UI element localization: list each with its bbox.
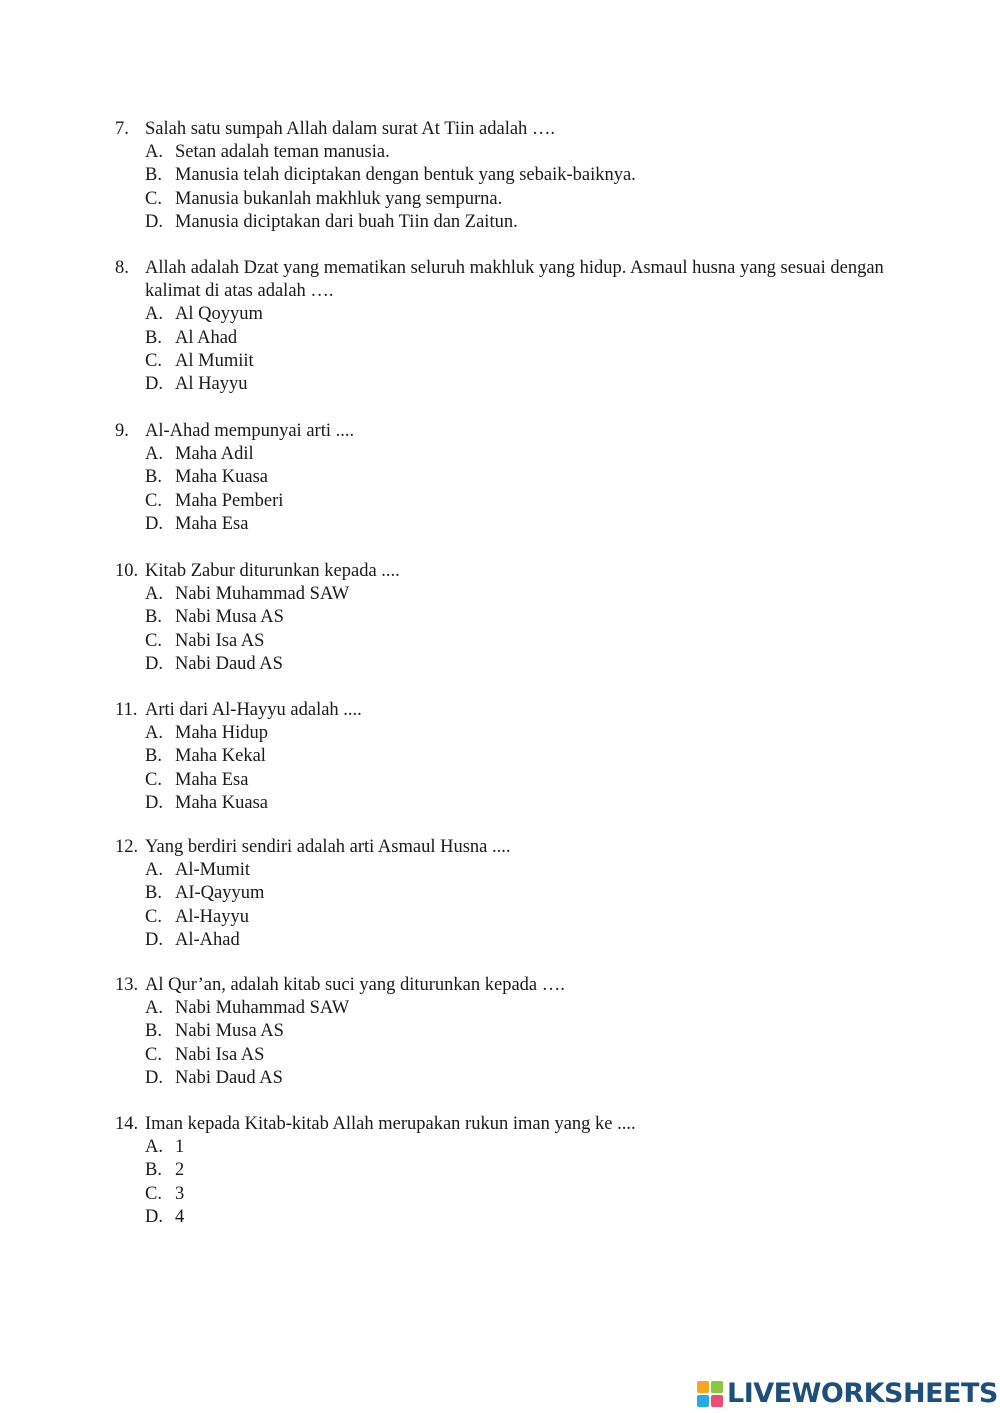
option-c[interactable] bbox=[115, 906, 905, 929]
option-text: Nabi Muhammad SAW bbox=[175, 584, 350, 605]
option-letter: C. bbox=[145, 630, 162, 651]
option-letter: C. bbox=[145, 769, 162, 790]
option-b[interactable] bbox=[115, 1020, 905, 1043]
question-10 bbox=[115, 560, 905, 676]
question-number: 8. bbox=[115, 258, 129, 278]
option-text: Manusia diciptakan dari buah Tiin dan Zaitun. bbox=[175, 211, 518, 232]
logo-square-3 bbox=[697, 1395, 709, 1407]
option-letter: A. bbox=[145, 142, 163, 163]
option-d[interactable] bbox=[115, 1067, 905, 1090]
question-text: Arti dari Al-Hayyu adalah .... bbox=[145, 700, 362, 720]
question-11 bbox=[115, 699, 905, 815]
option-text: Setan adalah teman manusia. bbox=[175, 142, 390, 163]
question-number: 10. bbox=[115, 561, 139, 581]
option-text: Maha Pemberi bbox=[175, 490, 284, 511]
option-c[interactable] bbox=[115, 1044, 905, 1067]
option-text: Maha Hidup bbox=[175, 723, 268, 744]
option-b[interactable] bbox=[115, 466, 905, 489]
option-a[interactable] bbox=[115, 303, 905, 326]
option-text: Nabi Daud AS bbox=[175, 1067, 283, 1088]
option-list bbox=[115, 722, 905, 815]
option-letter: C. bbox=[145, 1044, 162, 1065]
option-letter: C. bbox=[145, 188, 162, 209]
liveworksheets-logo bbox=[697, 1378, 998, 1410]
option-c[interactable] bbox=[115, 188, 905, 211]
option-letter: B. bbox=[145, 1160, 162, 1181]
option-a[interactable] bbox=[115, 583, 905, 606]
option-letter: A. bbox=[145, 584, 163, 605]
question-number: 13. bbox=[115, 975, 139, 995]
option-text: Maha Esa bbox=[175, 513, 249, 534]
option-text: Al-Mumit bbox=[175, 860, 251, 881]
option-letter: C. bbox=[145, 350, 162, 371]
option-letter: A. bbox=[145, 860, 163, 881]
option-text: Maha Kuasa bbox=[175, 792, 268, 813]
option-text: Maha Kekal bbox=[175, 746, 266, 767]
option-a[interactable] bbox=[115, 722, 905, 745]
option-text: Maha Adil bbox=[175, 444, 254, 465]
option-text: Al Ahad bbox=[175, 327, 238, 348]
option-c[interactable] bbox=[115, 630, 905, 653]
option-c[interactable] bbox=[115, 769, 905, 792]
option-letter: B. bbox=[145, 746, 162, 767]
option-list bbox=[115, 303, 905, 396]
logo-square-2 bbox=[711, 1381, 723, 1393]
option-a[interactable] bbox=[115, 1136, 905, 1159]
logo-square-1 bbox=[697, 1381, 709, 1393]
option-letter: D. bbox=[145, 211, 163, 232]
question-12 bbox=[115, 836, 905, 952]
option-letter: B. bbox=[145, 607, 162, 628]
option-letter: A. bbox=[145, 998, 163, 1019]
option-b[interactable] bbox=[115, 745, 905, 768]
question-text: Yang berdiri sendiri adalah arti Asmaul Husna .... bbox=[145, 837, 511, 857]
option-text: 1 bbox=[175, 1137, 185, 1158]
option-text: Manusia telah diciptakan dengan bentuk yang sebaik-baiknya. bbox=[175, 165, 636, 186]
question-text: Allah adalah Dzat yang mematikan seluruh makhluk yang hidup. Asmaul husna yang sesuai dengan kalimat di atas adalah …. bbox=[145, 258, 884, 302]
option-list bbox=[115, 1136, 905, 1229]
logo-mark-icon bbox=[697, 1381, 723, 1407]
option-text: Al Qoyyum bbox=[175, 304, 263, 325]
question-9 bbox=[115, 420, 905, 536]
option-d[interactable] bbox=[115, 373, 905, 396]
option-text: 2 bbox=[175, 1160, 185, 1181]
option-letter: D. bbox=[145, 792, 163, 813]
option-letter: A. bbox=[145, 444, 163, 465]
option-a[interactable] bbox=[115, 997, 905, 1020]
option-letter: D. bbox=[145, 374, 163, 395]
question-number: 11. bbox=[115, 700, 138, 720]
option-text: Al-Hayyu bbox=[175, 906, 249, 927]
option-letter: A. bbox=[145, 304, 163, 325]
option-text: Maha Kuasa bbox=[175, 467, 268, 488]
option-text: Nabi Isa AS bbox=[175, 630, 265, 651]
option-d[interactable] bbox=[115, 792, 905, 815]
option-a[interactable] bbox=[115, 141, 905, 164]
question-8 bbox=[115, 257, 905, 396]
question-text: Al Qur’an, adalah kitab suci yang diturunkan kepada …. bbox=[145, 975, 565, 995]
option-list bbox=[115, 859, 905, 952]
option-text: Nabi Musa AS bbox=[175, 1021, 284, 1042]
option-text: Maha Esa bbox=[175, 769, 249, 790]
option-letter: B. bbox=[145, 327, 162, 348]
question-text: Kitab Zabur diturunkan kepada .... bbox=[145, 561, 400, 581]
option-letter: A. bbox=[145, 1137, 163, 1158]
option-text: Nabi Isa AS bbox=[175, 1044, 265, 1065]
option-letter: B. bbox=[145, 1021, 162, 1042]
option-b[interactable] bbox=[115, 1159, 905, 1182]
option-letter: C. bbox=[145, 906, 162, 927]
option-b[interactable] bbox=[115, 882, 905, 905]
question-13 bbox=[115, 974, 905, 1090]
option-text: Nabi Muhammad SAW bbox=[175, 998, 350, 1019]
option-text: AI-Qayyum bbox=[175, 883, 265, 904]
option-text: 4 bbox=[175, 1206, 185, 1227]
option-d[interactable] bbox=[115, 653, 905, 676]
option-letter: C. bbox=[145, 490, 162, 511]
option-letter: D. bbox=[145, 929, 163, 950]
logo-square-4 bbox=[711, 1395, 723, 1407]
option-text: 3 bbox=[175, 1183, 185, 1204]
option-c[interactable] bbox=[115, 490, 905, 513]
option-list bbox=[115, 141, 905, 234]
option-letter: C. bbox=[145, 1183, 162, 1204]
option-text: Manusia bukanlah makhluk yang sempurna. bbox=[175, 188, 503, 209]
question-text: Al-Ahad mempunyai arti .... bbox=[145, 421, 355, 441]
question-number: 12. bbox=[115, 837, 139, 857]
question-7 bbox=[115, 118, 905, 234]
option-letter: B. bbox=[145, 883, 162, 904]
option-b[interactable] bbox=[115, 164, 905, 187]
option-list bbox=[115, 583, 905, 676]
option-d[interactable] bbox=[115, 211, 905, 234]
question-14 bbox=[115, 1113, 905, 1229]
option-letter: A. bbox=[145, 723, 163, 744]
option-letter: D. bbox=[145, 513, 163, 534]
option-b[interactable] bbox=[115, 606, 905, 629]
option-c[interactable] bbox=[115, 350, 905, 373]
option-letter: B. bbox=[145, 467, 162, 488]
option-list bbox=[115, 997, 905, 1090]
option-text: Nabi Musa AS bbox=[175, 607, 284, 628]
option-letter: D. bbox=[145, 1206, 163, 1227]
question-number: 14. bbox=[115, 1114, 139, 1134]
question-number: 9. bbox=[115, 421, 129, 441]
question-number: 7. bbox=[115, 119, 129, 139]
option-letter: B. bbox=[145, 165, 162, 186]
option-a[interactable] bbox=[115, 443, 905, 466]
question-text: Iman kepada Kitab-kitab Allah merupakan rukun iman yang ke .... bbox=[145, 1114, 636, 1134]
option-text: Al Hayyu bbox=[175, 374, 248, 395]
option-d[interactable] bbox=[115, 1206, 905, 1229]
option-b[interactable] bbox=[115, 327, 905, 350]
option-d[interactable] bbox=[115, 513, 905, 536]
logo-text: LIVEWORKSHEETS bbox=[727, 1378, 998, 1410]
option-list bbox=[115, 443, 905, 536]
question-text: Salah satu sumpah Allah dalam surat At Tiin adalah …. bbox=[145, 119, 556, 139]
option-letter: D. bbox=[145, 653, 163, 674]
option-a[interactable] bbox=[115, 859, 905, 882]
option-text: Nabi Daud AS bbox=[175, 653, 283, 674]
option-text: Al Mumiit bbox=[175, 350, 254, 371]
option-d[interactable] bbox=[115, 929, 905, 952]
option-text: Al-Ahad bbox=[175, 929, 240, 950]
option-letter: D. bbox=[145, 1067, 163, 1088]
option-c[interactable] bbox=[115, 1183, 905, 1206]
